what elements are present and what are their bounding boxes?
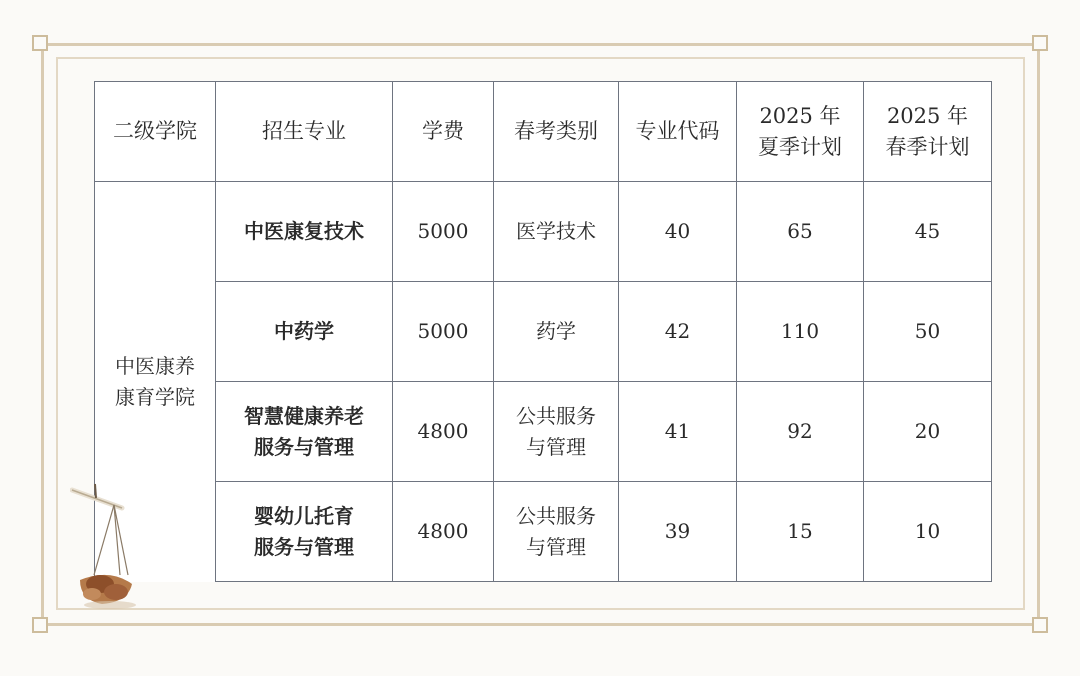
summer-plan-cell: 65 (737, 182, 864, 282)
table-row (95, 282, 992, 382)
header-major: 招生专业 (216, 82, 393, 182)
spring-plan-cell: 20 (864, 382, 992, 482)
code-cell: 41 (619, 382, 737, 482)
spring-plan-cell: 10 (864, 482, 992, 582)
fee-cell: 5000 (393, 282, 494, 382)
table-row (95, 482, 992, 582)
category-cell: 药学 (494, 282, 619, 382)
major-cell: 智慧健康养老 服务与管理 (216, 382, 393, 482)
fee-cell: 4800 (393, 482, 494, 582)
college-cell: 中医康养 康育学院 (95, 182, 216, 582)
header-spring-plan: 2025 年 春季计划 (864, 82, 992, 182)
herb-scale-icon (70, 480, 160, 615)
major-cell: 婴幼儿托育 服务与管理 (216, 482, 393, 582)
header-code: 专业代码 (619, 82, 737, 182)
header-fee: 学费 (393, 82, 494, 182)
header-college: 二级学院 (95, 82, 216, 182)
summer-plan-cell: 92 (737, 382, 864, 482)
code-cell: 39 (619, 482, 737, 582)
header-summer-plan: 2025 年 夏季计划 (737, 82, 864, 182)
fee-cell: 4800 (393, 382, 494, 482)
enrollment-plan-table (94, 81, 992, 582)
spring-plan-cell: 45 (864, 182, 992, 282)
major-cell: 中医康复技术 (216, 182, 393, 282)
code-cell: 40 (619, 182, 737, 282)
table-row (95, 382, 992, 482)
table-row (95, 182, 992, 282)
major-cell: 中药学 (216, 282, 393, 382)
header-row (95, 82, 992, 182)
code-cell: 42 (619, 282, 737, 382)
category-cell: 公共服务 与管理 (494, 382, 619, 482)
fee-cell: 5000 (393, 182, 494, 282)
header-category: 春考类别 (494, 82, 619, 182)
frame-corner-bottom-left (32, 617, 48, 633)
frame-corner-top-left (32, 35, 48, 51)
summer-plan-cell: 110 (737, 282, 864, 382)
summer-plan-cell: 15 (737, 482, 864, 582)
spring-plan-cell: 50 (864, 282, 992, 382)
frame-corner-top-right (1032, 35, 1048, 51)
category-cell: 公共服务 与管理 (494, 482, 619, 582)
frame-corner-bottom-right (1032, 617, 1048, 633)
category-cell: 医学技术 (494, 182, 619, 282)
